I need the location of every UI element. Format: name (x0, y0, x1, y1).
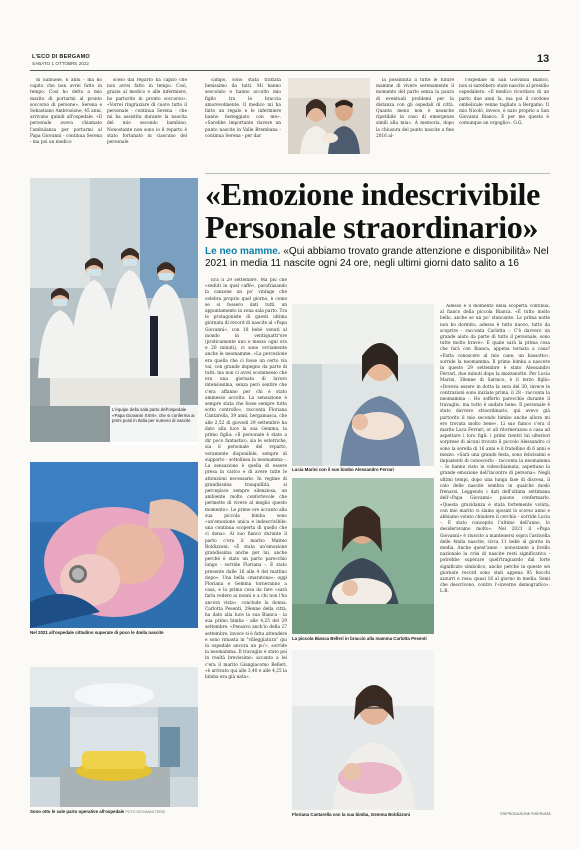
top-column-5: l'ospedale di San Giovanni Bianco, non si sarebbero state nascite al presidio ospedaliero. «Il medico ricordava di un parto due anni fa, ma poi il cordone ombelicale venne tagliato a Bergamo. Il mio Nicolò, invece, è nato proprio a San Giovanni Bianco. E per me questo è comunque un orgoglio». G.G. (459, 78, 549, 127)
delivery-room-caption: Sono otto le sale parto operative all'ospedale FOTO GIOVANNI TERZI (30, 809, 166, 814)
carlotta-photo (292, 478, 434, 634)
newborn-photo (30, 462, 198, 628)
lucia-photo (292, 304, 434, 466)
issue-date: SABATO 1 OTTOBRE 2022 (32, 61, 89, 66)
floriana-photo (292, 650, 434, 810)
top-column-3: campo, sono stata trattata benissimo da tutti. Mi hanno seocolato e hanno accolto mio figlio tra le braccia amorevolmente. Il medico mi ha fatto un regalo e le infermiere hanno festeggiato con me». «Sarebbe importante riavere un punto nascite in Valle Brembana - continua Serena - per dar (205, 78, 281, 139)
body-column-1: Era il 29 settembre. Ma più che «seduti in quel caffè», parafrasando la canzone un po' vintage che celebra proprio quel giorno, è come se si fossero dati tutti un appuntamento in zona sala parto. Tra le protagoniste di questi ultima giornata di record di nascite al «Papa Giovanni», con 18 bebè venuti al mondo in ventiquattr'ore (praticamente uno e mezzo ogni ora e 20 minuti), ci sono ovviamente anche le neomamme. «La percezione era quella che ci fosse un certo via vai, con grande impegno da parte di tutti: ma non ci avrei scommesso che era una giornata di lavoro intensissima, senza però sentire che c'era affanno per chi è stato ammesso accolto. La sensazione è sempre stata che fosse sempre tutto sotto controllo», racconta Floriana Cantarella, 39 anni, bergamasca, che alle 2,52 di giovedì 29 settembre ha dato alla luce la sua Gemma, la primo figlia: «Il personale è stato a dir poco fantastico, sia le ostetriche, sia il personale del reparto, veramente disponibile, sempre di supporto - sottolinea la neomamma -. La sensazione è quella di essere presa in carico e di avere tutte le attenzioni necessarie. In regime di grandissima tranquillità, si percepisce sempre silenziosa, un ambiente molto confortevole che permette di vivere al meglio questo momento». Le prime ore accanto alla sua piccola bimba sono «un'emozione unica e indescrivibile: una continua scoperta di quello che ci dona». Al suo fianco durante il parto c'era il marito Matteo Boldizzoni: «È stata un'emozione grandissima anche per lui, anche perché è stato un parto parecchio lungo - sorride Floriana -. È stato presente dalle 16 alle 4 del mattino dopo». Una bella «maratona»: oggi Floriana e Gemma torneranno a casa, e la prima cosa da fare «sarà farla vedere ai nonni e a chi non l'ha ancora vista», conclude la donna. Carlotta Pesenti, 29enne della città, ha dato alla luce la sua Bianca - la sua primo bimba - alle 4,25 del 29 settembre. «Pensavo anch'io della 27 settembre, invece si è fatta attendere e sono rimasta in "villeggiatura" qui in ospedale ancora un po'», sorride la neomamma. Il travaglio è stato poi in realtà brevissimo: accanto a lei c'era il marito Giangiacomo Belleri, «è arrivato qui alle 3,40 e alle 4,25 la bimba era già nata». (205, 278, 287, 680)
page-number: 13 (537, 53, 550, 65)
subheadline-kicker: Le neo mamme. (205, 246, 281, 257)
subheadline-text: «Qui abbiamo trovato grande attenzione e disponibilità» Nel 2021 in media 11 nascite ogni 24 ore, negli ultimi giorni dato salito a 16 (205, 246, 549, 269)
lucia-photo-caption: Lucia Marini con il suo bimbo Alessandro Ferrari (292, 467, 394, 472)
carlotta-photo-caption: La piccola Bianca Belleri in braccio alla mamma Carlotta Pesenti (292, 636, 427, 641)
headline-line-2: Personale straordinario» (205, 209, 539, 245)
staff-photo (30, 178, 198, 442)
headline (205, 178, 550, 244)
copyright-notice: ©RIPRODUZIONE RISERVATA (500, 812, 551, 816)
photo-credit: FOTO GIOVANNI TERZI (125, 810, 166, 814)
subheadline (205, 246, 550, 270)
header-rule (30, 70, 550, 71)
couple-photo (288, 78, 370, 154)
top-column-1: di Samuele, 6 anni - ma ho capito che non avrei fatto in tempo. Così ho detto a mio marito di portarmi al pronto soccorso di persone». Serena e Sebastiano Ambrosione, 45 anni, arrivano quindi all'ospedale. «Il personale aveva chiamato l'ambulanza per portarmi al Papa Giovanni - continua Serena - ma poi un medico (30, 78, 102, 146)
top-column-2: sceso dal reparto ha capito che non avrei fatto in tempo. Così, grazie al medico e alle infermiere, ho partorito in pronto soccorso». «Vorrei ringraziare di cuore tutto il personale - continua Serena - che mi ha assistita durante la nascita del mio secondo bambino. Nonostante non sono io il reparto è stato fortunato in ciascuno del personale (107, 78, 187, 146)
top-column-4: la possibilità a tutte le future mamme di vivere serenamente il momento del parto senza la paura di eventuali problemi per la distanza con gli ospedali di città. Quanto meno non è neanche ripetibile in caso di emergenze simili alla mia». A memoria, dopo la chiusura del punto nascite a fine 2016 al- (376, 78, 454, 139)
headline-line-1: «Emozione indescrivibile (205, 176, 541, 212)
newborn-photo-caption: Nel 2021 all'ospedale cittadino superate di poco le 4mila nascite (30, 630, 164, 635)
floriana-photo-caption: Floriana Cantarella con la sua bimba, Gemma Boldizzoni (292, 812, 411, 817)
body-column-2: Adesso è il momento della scoperta continua, al fianco della piccola Bianca. «È tutto molto bello, anche se un po' stancante. La prima notte non ho dormito, adesso è tutto nuovo, tutto da scoprire - racconta Carlotta -. C'è davvero un grande aiuto da parte di tutto il personale, sono tutte molto brave». E quale sarà la prima cosa che farà con Bianca, appena tornata a casa? «Farla conoscere al mio cane, un bassotto», sorride la neomamma. Il primo bimba a nascere in questo 29 settembre è stato Alessandro Ferrari, due minuti dopo la mezzanotte. Per Lucia Marini, 38enne di Sarnico, è il terzo figlio: «Doveva essere in dotta la sera del 30, invece le contrazioni sono iniziate prima, il 28 - racconta la neomamma -. Ho sofferto parecchio durante il travaglio, ma tutto è andato bene. Il personale è stato davvero straordinario, qui avevo già partorito il mio secondo bimbo anche allora mi ero trovata molto bene». Lì suo fianco c'era il marito Luca Ferrari, or ali ritorneranno a casa ad aspettare i loro figli: i primi rientri lui ulteriori sorprese di alcuni trovato il piccolo Alessandro ci sono la sorella di 16 anni e il fratellino di 6 anni e mezzo. «Sarà una grande festa, sono felicissimi e impazienti di conoscerlo - racconta la neomamma -. Io hanno visto in videochiamata, aspettano la grande emozione dell'incontro di persona». Negli ultimi tempi, dopo una lunga fase di discesa, il calo delle nascite sembra in qualche modo frenarsi. Leggendo i dati dell'ultima settimana dell'«Papa Giovanni» paiono confermarlo. «Questa gravidanza è stata fortemente voluta, con mio marito ci siamo sposati lo scorso anno e abbiamo voluto chiudere il cerchio - sorride Lucia -. È stato concepito l'ultimo dell'anno, lo desideravamo molto». Nel 2021 il «Papa Giovanni» è riuscito a mantenersi sopra l'asticella delle 4mila nascite, circa 11 bebè al giorno in media. Anche quest'anno - nonostante a livello nazionale la crisi di nascite resti significativa - potrebbe superare quell'traguardo dal forte significato simbolico, anche perché in queste sei giornate record sono stati appena 95 fiocchi azzurri e rosa: quasi 16 al giorno in media. Semi che descrivono, contro l'«inverno demografico». L.B. (440, 304, 550, 595)
newspaper-name: L'ECO DI BERGAMO (32, 54, 90, 60)
headline-rule (205, 173, 550, 174)
staff-photo-caption: L'équipe della sala parto dell'ospedale «Papa Giovanni XXIII», che si conferma ai primi posti in Italia per numero di nascite (110, 405, 198, 445)
delivery-room-photo (30, 667, 198, 807)
